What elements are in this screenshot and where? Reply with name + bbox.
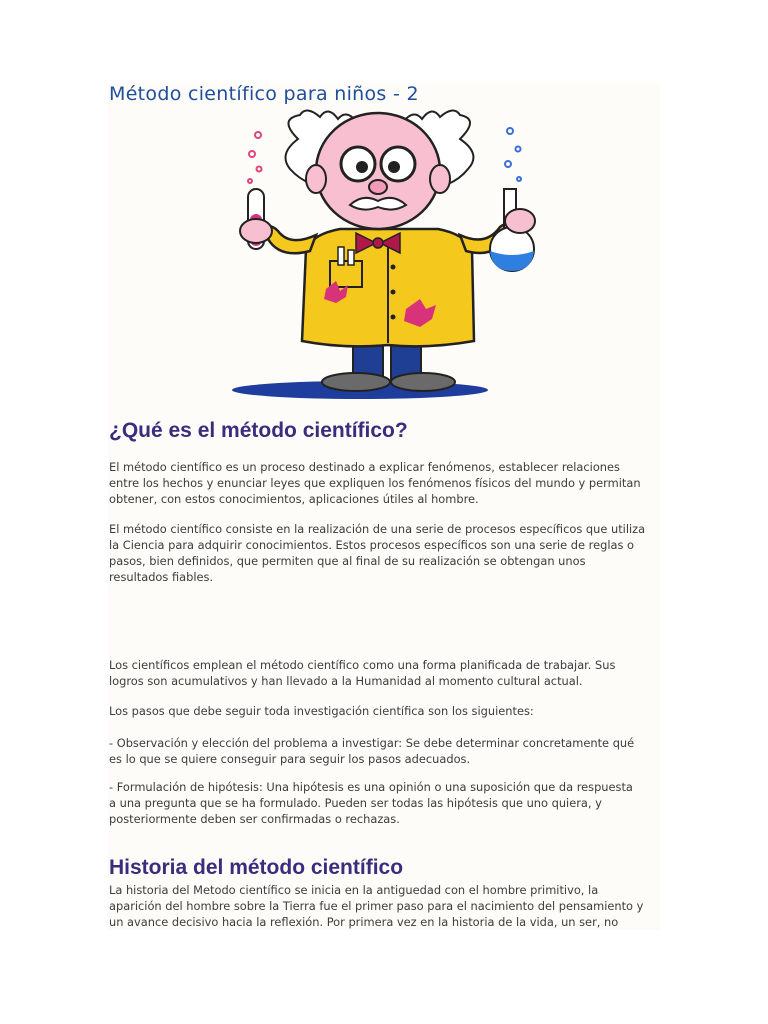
- document-title: Método científico para niños - 2: [109, 83, 419, 105]
- paragraph: El método científico es un proceso destinado a explicar fenómenos, establecer relaciones entre los hechos y enunciar leyes que expliquen los fenómenos físicos del mundo y permitan obtener, con estos conocimientos, aplicaciones útiles al hombre.: [109, 460, 641, 506]
- paragraph: - Formulación de hipótesis: Una hipótesis es una opinión o una suposición que da respuesta a una pregunta que se ha formulado. Pueden ser todas las hipótesis que uno quiera, y posteriormente deben ser confirmadas o rechazas.: [109, 780, 633, 826]
- paragraph: Los científicos emplean el método científico como una forma planificada de trabajar. Sus logros son acumulativos y han llevado a la Humanidad al momento cultural actual.: [109, 658, 616, 688]
- paragraph: Los pasos que debe seguir toda investigación científica son los siguientes:: [109, 704, 534, 718]
- section-heading-historia: Historia del método científico: [109, 856, 404, 879]
- paragraph: El método científico consiste en la realización de una serie de procesos específicos que utiliza la Ciencia para adquirir conocimientos. Estos procesos específicos son una serie de reglas o pasos, bien definidos, que permiten que al final de su realización se obtengan unos resultados fiables.: [109, 522, 646, 584]
- mad-scientist-icon: [228, 109, 540, 401]
- section-heading-que-es: ¿Qué es el método científico?: [109, 419, 408, 442]
- paragraph: - Observación y elección del problema a investigar: Se debe determinar concretamente qué es lo que se quiere conseguir para seguir los pasos adecuados.: [109, 736, 635, 766]
- paragraph: La historia del Metodo científico se inicia en la antiguedad con el hombre primitivo, la aparición del hombre sobre la Tierra fue el primer paso para el nacimiento del pensamiento y un avance decisivo hacia la reflexión. Por primera vez en la historia de la vida, un ser, no: [109, 883, 644, 929]
